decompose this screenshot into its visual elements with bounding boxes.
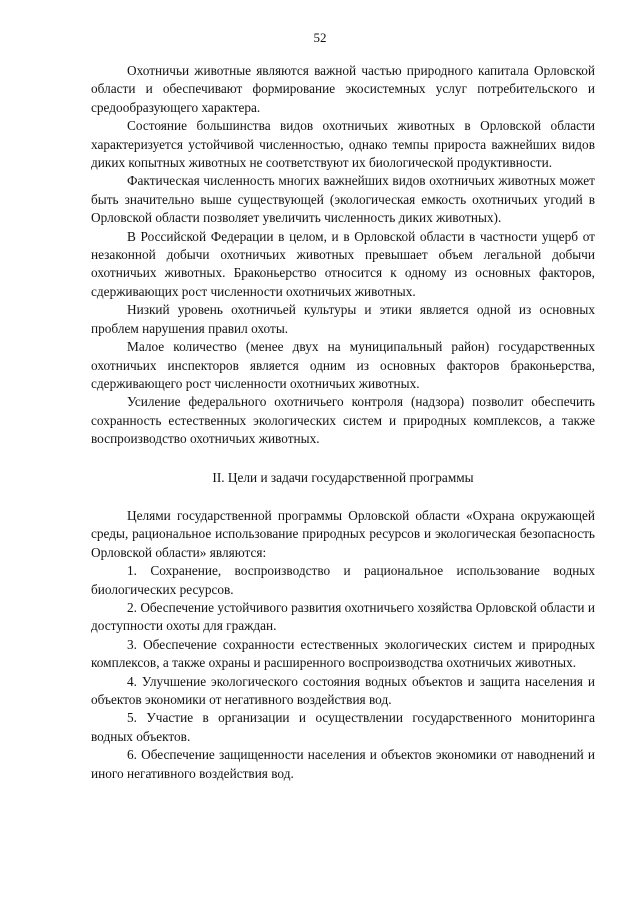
paragraph: Фактическая численность многих важнейших видов охотничьих животных может быть значительно выше существующей (экологическая емкость охотничьих угодий в Орловской области позволяет увеличить численность диких животных). [91,173,595,226]
paragraph: Состояние большинства видов охотничьих животных в Орловской области характеризуется устойчивой численностью, однако темпы прироста важнейших видов диких копытных животных не соответствуют их биологической продуктивности. [91,118,595,171]
list-item: 1. Сохранение, воспроизводство и рациональное использование водных биологических ресурсов. [91,563,595,597]
paragraph: Малое количество (менее двух на муниципальный район) государственных охотничьих инспекторов является одним из основных факторов браконьерства, сдерживающего рост численности охотничьих животных. [91,339,595,391]
paragraph: Усиление федерального охотничьего контроля (надзора) позволит обеспечить сохранность естественных экологических систем и природных комплексов, а также воспроизводство охотничьих животных. [91,394,595,447]
paragraph: Охотничьи животные являются важной частью природного капитала Орловской области и обеспечивают формирование экосистемных услуг потребительского и средообразующего характера. [91,63,595,115]
section-heading: II. Цели и задачи государственной программы [212,469,474,485]
paragraph: Низкий уровень охотничьей культуры и этики является одной из основных проблем нарушения правил охоты. [91,302,595,336]
list-item: 2. Обеспечение устойчивого развития охотничьего хозяйства Орловской области и доступности охоты для граждан. [91,599,595,634]
list-item: 5. Участие в организации и осуществлении государственного мониторинга водных объектов. [91,710,595,744]
list-item: 6. Обеспечение защищенности населения и объектов экономики от наводнений и иного негативного воздействия вод. [91,747,595,781]
page-number: 52 [313,30,327,45]
document-body [91,62,595,783]
list-item: 4. Улучшение экологического состояния водных объектов и защита населения и объектов экономики от негативного воздействия вод. [91,673,595,707]
paragraph: Целями государственной программы Орловской области «Охрана окружающей среды, рациональное использование природных ресурсов и экологическая безопасность Орловской области» являются: [91,507,595,560]
list-item: 3. Обеспечение сохранности естественных экологических систем и природных комплексов, а также охраны и расширенного воспроизводства охотничьих животных. [91,636,595,671]
paragraph: В Российской Федерации в целом, и в Орловской области в частности ущерб от незаконной добычи охотничьих животных превышает объем легальной добычи охотничьих животных. Браконьерство относится к одному из основных факторов, сдерживающих рост численности охотничьих животных. [91,228,595,299]
